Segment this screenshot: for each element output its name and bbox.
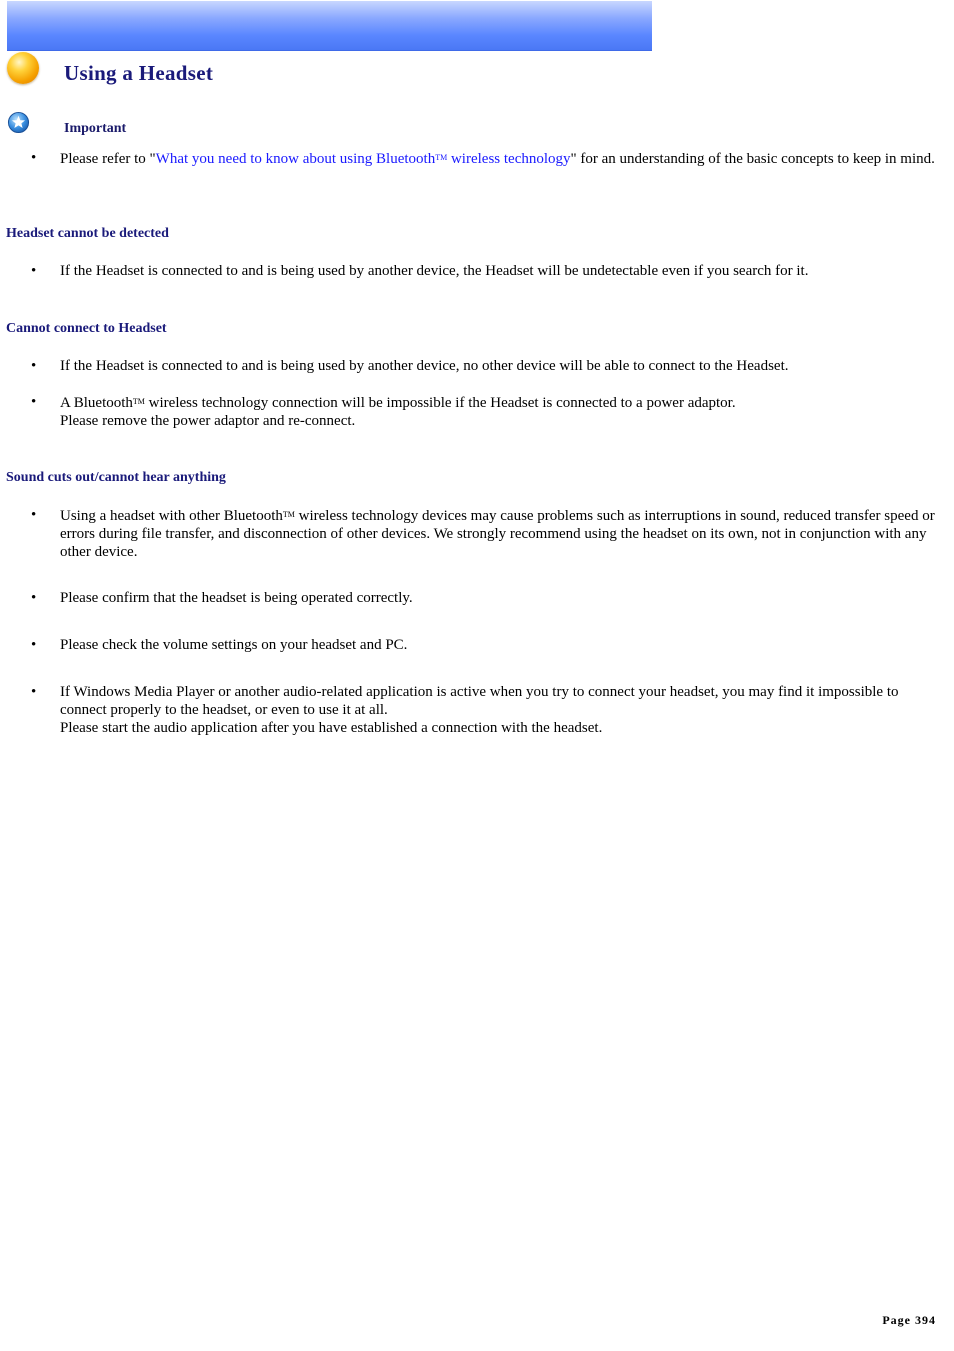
list-item: • If the Headset is connected to and is being used by another device, the Headset will be undetectable even if you search for it.: [60, 262, 948, 280]
item-text: wireless technology devices may cause problems such as interruptions in sound, reduced transfer speed or errors during file transfer, and disconnection of other devices. We strongly recommend using the headset on its own, not in conjunction with any other device.: [60, 508, 935, 560]
list-item: [60, 149, 948, 168]
trademark-mark: TM: [282, 510, 295, 519]
item-text: Please start the audio application after you have established a connection with the headset.: [60, 720, 603, 736]
item-text: wireless technology connection will be impossible if the Headset is connected to a power adaptor.: [144, 395, 736, 411]
orange-orb-icon: [7, 52, 39, 84]
list-item: • If the Headset is connected to and is being used by another device, no other device will be able to connect to the Headset.: [60, 357, 948, 375]
important-label: Important: [64, 121, 127, 136]
item-text: " for an understanding of the basic concepts to keep in mind.: [570, 151, 935, 167]
star-badge-icon: [7, 111, 30, 134]
trademark-mark: TM: [132, 397, 145, 406]
page-title: Using a Headset: [64, 61, 214, 85]
item-text: Please remove the power adaptor and re-connect.: [60, 413, 356, 429]
link-text[interactable]: wireless technology: [447, 151, 571, 167]
page-number: Page 394: [882, 1313, 936, 1327]
list-item: [60, 506, 948, 561]
item-text: A Bluetooth: [60, 395, 133, 411]
list-item: [60, 683, 948, 737]
list-item: [60, 393, 948, 430]
link-text[interactable]: What you need to know about using Bluetooth: [155, 151, 436, 167]
item-text: Using a headset with other Bluetooth: [60, 508, 283, 524]
item-text: Please refer to ": [60, 151, 156, 167]
bluetooth-basics-link[interactable]: [156, 151, 571, 167]
header-banner: [7, 1, 652, 51]
item-text: If Windows Media Player or another audio-related application is active when you try to connect your headset, you may find it impossible to connect properly to the headset, or even to use it at all.: [60, 684, 899, 718]
trademark-mark[interactable]: TM: [435, 153, 448, 162]
section-heading-sound-cuts-out: Sound cuts out/cannot hear anything: [6, 470, 226, 485]
list-item: • Please check the volume settings on your headset and PC.: [60, 636, 948, 654]
list-item: • Please confirm that the headset is being operated correctly.: [60, 589, 948, 607]
section-heading-headset-not-detected: Headset cannot be detected: [6, 226, 169, 241]
section-heading-cannot-connect: Cannot connect to Headset: [6, 321, 167, 336]
